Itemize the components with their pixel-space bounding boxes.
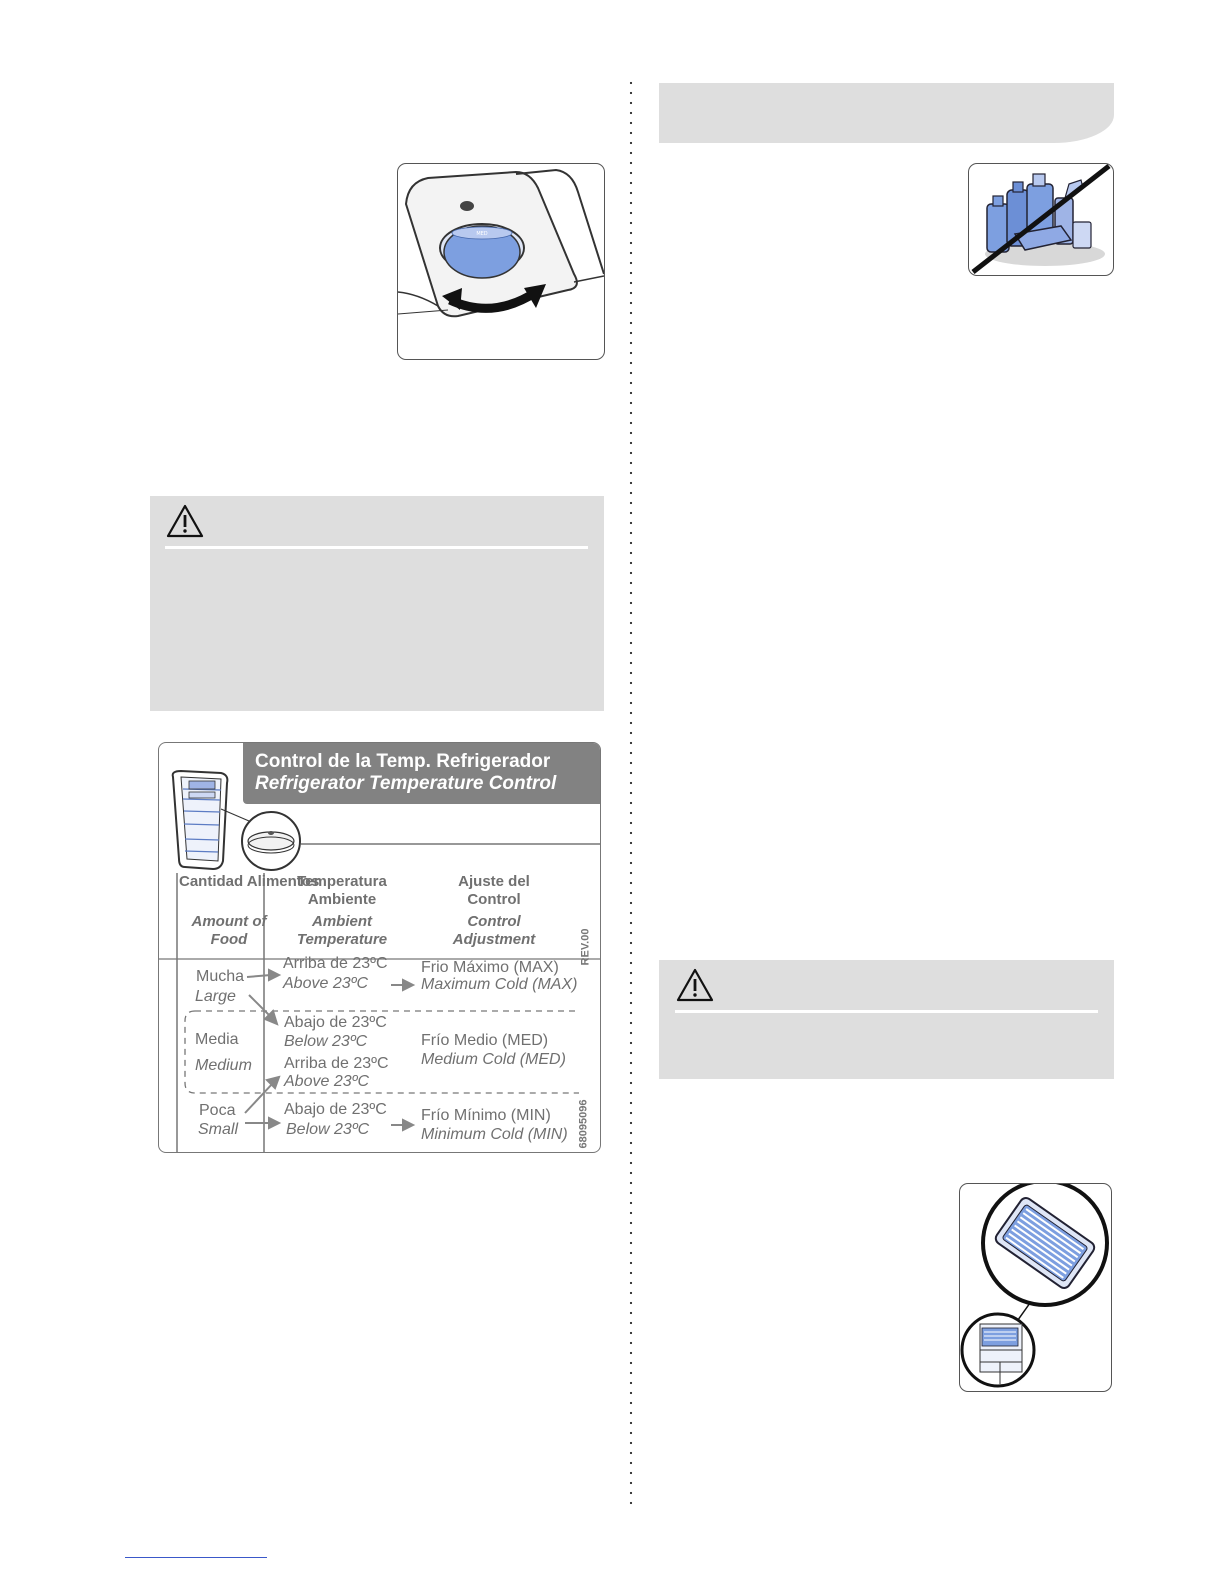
temp-row3-es: Arriba de 23ºC xyxy=(284,1055,389,1072)
temp-row4-en: Below 23ºC xyxy=(286,1121,370,1138)
food-medium-en: Medium xyxy=(195,1057,252,1074)
temp-row2-en: Below 23ºC xyxy=(284,1033,368,1050)
warning-rule xyxy=(675,1010,1098,1013)
header-amount-en: Amount of Food xyxy=(191,913,267,948)
dial-drawing xyxy=(398,164,604,359)
food-small-es: Poca xyxy=(199,1102,236,1119)
warning-rule xyxy=(165,546,588,549)
setting-med-es: Frío Medio (MED) xyxy=(421,1032,549,1049)
part-code: 68095096 xyxy=(577,1099,590,1149)
filter-drawing xyxy=(960,1184,1111,1391)
chart-subtitle: Refrigerator Temperature Control xyxy=(255,773,557,794)
food-medium-es: Media xyxy=(195,1031,239,1048)
temperature-control-chart xyxy=(158,742,601,1153)
setting-max-es: Frio Máximo (MAX) xyxy=(421,959,559,976)
dial-med-label: MED xyxy=(476,231,488,237)
temp-row2-es: Abajo de 23ºC xyxy=(284,1014,387,1031)
temp-row4-es: Abajo de 23ºC xyxy=(284,1101,387,1118)
temp-row3-en: Above 23ºC xyxy=(284,1073,370,1090)
header-ambient-es: Temperatura Ambiente xyxy=(297,873,387,908)
column-divider xyxy=(629,78,633,1508)
footnote-rule xyxy=(125,1557,267,1558)
air-filter-illustration xyxy=(959,1183,1112,1392)
no-chemicals-illustration xyxy=(968,163,1114,276)
warning-box-right xyxy=(659,960,1114,1079)
warning-triangle-icon xyxy=(166,504,204,538)
section-header-banner xyxy=(659,83,1114,143)
setting-min-en: Minimum Cold (MIN) xyxy=(421,1126,568,1143)
food-large-en: Large xyxy=(195,988,236,1005)
warning-triangle-icon xyxy=(676,968,714,1002)
header-ambient-en: Ambient Temperature xyxy=(296,913,388,948)
header-control-en: Control Adjustment xyxy=(452,913,536,948)
temperature-dial-illustration xyxy=(397,163,605,360)
food-large-es: Mucha xyxy=(196,968,245,985)
warning-box-left xyxy=(150,496,604,711)
header-control-es: Ajuste del Control xyxy=(458,873,530,908)
setting-med-en: Medium Cold (MED) xyxy=(421,1051,566,1068)
temp-row1-es: Arriba de 23ºC xyxy=(283,955,388,972)
food-small-en: Small xyxy=(198,1121,239,1138)
setting-max-en: Maximum Cold (MAX) xyxy=(421,976,578,993)
prohibited-cleaners-drawing xyxy=(969,164,1113,275)
chart-title: Control de la Temp. Refrigerador xyxy=(255,751,551,772)
header-amount-es: Cantidad Alimentos xyxy=(179,873,320,890)
setting-min-es: Frío Mínimo (MIN) xyxy=(421,1107,551,1124)
temp-row1-en: Above 23ºC xyxy=(283,975,369,992)
rev-code: REV.00 xyxy=(579,928,592,966)
